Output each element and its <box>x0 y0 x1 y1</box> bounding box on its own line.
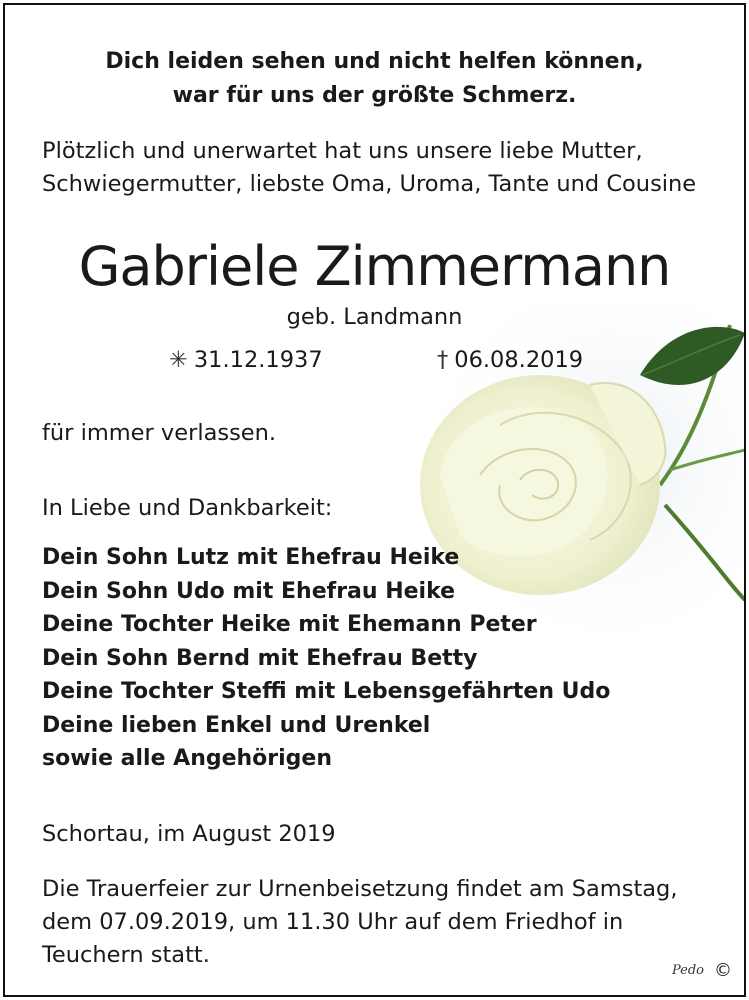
mourner-item: Dein Sohn Udo mit Ehefrau Heike <box>42 578 456 604</box>
motto-line-2: war für uns der größte Schmerz. <box>172 83 577 108</box>
copyright-icon: © <box>714 960 732 981</box>
intro-text <box>42 135 696 201</box>
mourner-item: Dein Sohn Bernd mit Ehefrau Betty <box>42 645 478 671</box>
death-date-line <box>437 344 583 377</box>
mourner-item: Deine Tochter Steffi mit Lebensgefährten Udo <box>42 679 611 704</box>
motto-line-1: Dich leiden sehen und nicht helfen können, <box>105 49 644 74</box>
mourners-list <box>42 541 610 776</box>
intro-line-1: Plötzlich und unerwartet hat uns unsere liebe Mutter, <box>42 138 643 164</box>
left-phrase: für immer verlassen. <box>42 420 277 446</box>
service-line-1: Die Trauerfeier zur Urnenbeisetzung findet am Samstag, <box>42 876 678 902</box>
mourner-item: Deine Tochter Heike mit Ehemann Peter <box>42 612 537 637</box>
deceased-name: Gabriele Zimmermann <box>78 235 671 298</box>
place-date: Schortau, im August 2019 <box>42 821 336 847</box>
birth-date: 31.12.1937 <box>193 347 323 373</box>
intro-line-2: Schwiegermutter, liebste Oma, Uroma, Tante und Cousine <box>42 171 697 197</box>
mourner-item: sowie alle Angehörigen <box>42 746 333 771</box>
birth-star-icon: ✳ <box>169 347 188 373</box>
service-line-2: dem 07.09.2019, um 11.30 Uhr auf dem Friedhof in <box>42 909 624 935</box>
gratitude-line: In Liebe und Dankbarkeit: <box>42 495 333 521</box>
service-info <box>42 873 678 972</box>
maiden-name: geb. Landmann <box>286 304 463 330</box>
service-line-3: Teuchern statt. <box>42 942 210 968</box>
obituary-notice <box>3 3 746 997</box>
birth-date-line <box>169 344 323 377</box>
death-cross-icon: † <box>437 347 449 373</box>
motto-quote <box>5 45 744 113</box>
mourner-item: Dein Sohn Lutz mit Ehefrau Heike <box>42 545 460 570</box>
agency-credit: Pedo <box>671 963 704 978</box>
death-date: 06.08.2019 <box>454 347 584 373</box>
mourner-item: Deine lieben Enkel und Urenkel <box>42 712 431 738</box>
